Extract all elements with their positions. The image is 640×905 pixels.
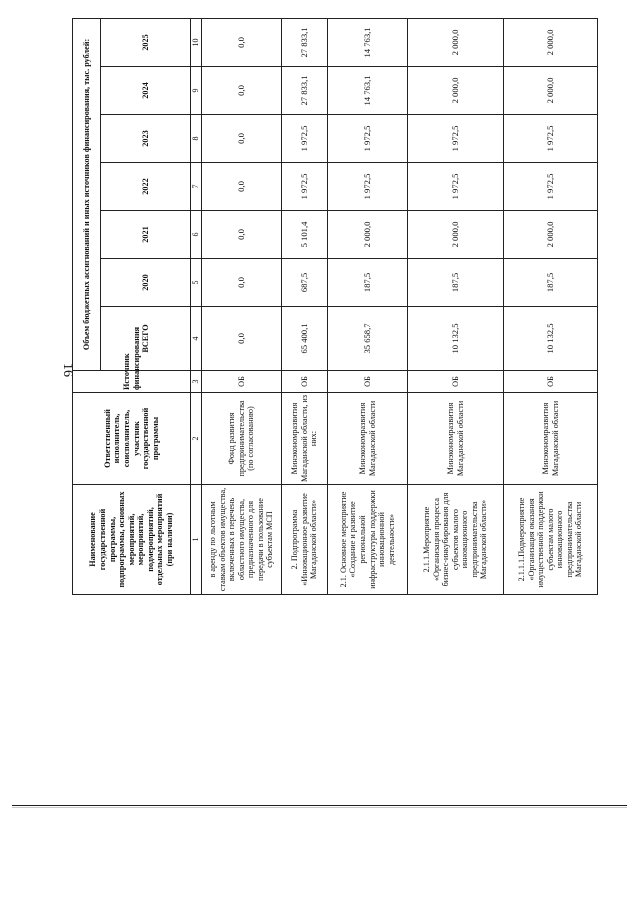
value-2021: 2 000,0: [504, 211, 598, 259]
row-executor: Минэкономразвития Магаданской области: [328, 393, 408, 485]
value-2020: 0,0: [202, 259, 282, 307]
value-2025: 27 833,1: [282, 18, 328, 66]
page-bottom-rule: [12, 805, 627, 806]
row-source: ОБ: [202, 371, 282, 393]
table-row: [282, 18, 328, 594]
value-2023: 1 972,5: [504, 115, 598, 163]
row-name: 2.1. Основное мероприятие «Создание и развитие региональной инфраструктуры поддержки инновационной деятельности»: [328, 485, 408, 595]
index-row: [191, 18, 202, 594]
value-2022: 1 972,5: [408, 163, 504, 211]
value-2022: 1 972,5: [328, 163, 408, 211]
page-number: 16: [60, 363, 75, 377]
row-executor: Минэкономразвития Магаданской области: [408, 393, 504, 485]
table-row: [504, 18, 598, 594]
page-bottom-rule-shadow: [12, 807, 627, 808]
index-cell: 1: [191, 485, 202, 595]
value-2020: 187,5: [408, 259, 504, 307]
value-2022: 1 972,5: [282, 163, 328, 211]
header-name: Наименование государственной программы, подпрограммы, основных мероприятий, мероприятий, подмероприятий, отдельных мероприятий (при наличии): [73, 485, 191, 595]
row-executor: Минэкономразвития Магаданской области, из них:: [282, 393, 328, 485]
index-cell: 8: [191, 115, 202, 163]
value-2024: 2 000,0: [408, 67, 504, 115]
value-2022: 0,0: [202, 163, 282, 211]
header-year-2021: 2021: [101, 211, 191, 259]
value-total: 0,0: [202, 307, 282, 371]
row-name: 2.1.1.1.Подмероприятие «Организация оказания имущественной поддержки субъектам малого инновационного предпринимательства Магаданской области: [504, 485, 598, 595]
header-year-2022: 2022: [101, 163, 191, 211]
row-source: ОБ: [504, 371, 598, 393]
row-source: ОБ: [408, 371, 504, 393]
value-2021: 2 000,0: [328, 211, 408, 259]
value-total: 35 658,7: [328, 307, 408, 371]
header-volume: Объем бюджетных ассигнований и иных источников финансирования, тыс. рублей:: [73, 18, 101, 370]
header-year-2024: 2024: [101, 67, 191, 115]
index-cell: 5: [191, 259, 202, 307]
index-cell: 4: [191, 307, 202, 371]
value-total: 10 132,5: [504, 307, 598, 371]
value-2024: 14 763,1: [328, 67, 408, 115]
row-name: 2.1.1.Мероприятие «Организация процесса бизнес-инкубирования для субъектов малого инновационного предпринимательства Магаданской области»: [408, 485, 504, 595]
value-2025: 0,0: [202, 18, 282, 66]
value-2021: 2 000,0: [408, 211, 504, 259]
row-source: ОБ: [282, 371, 328, 393]
table-row: [328, 18, 408, 594]
index-cell: 10: [191, 18, 202, 66]
value-2025: 2 000,0: [504, 18, 598, 66]
row-executor: Фонд развития предпринимательства (по согласованию): [202, 393, 282, 485]
table-row: [202, 18, 282, 594]
value-2022: 1 972,5: [504, 163, 598, 211]
header-source: Источник финансирования: [73, 371, 191, 393]
value-2025: 2 000,0: [408, 18, 504, 66]
index-cell: 7: [191, 163, 202, 211]
value-2020: 187,5: [504, 259, 598, 307]
value-2020: 187,5: [328, 259, 408, 307]
value-2020: 687,5: [282, 259, 328, 307]
value-2023: 0,0: [202, 115, 282, 163]
value-2025: 14 763,1: [328, 18, 408, 66]
financing-table: [72, 18, 598, 595]
row-name: 2. Подпрограмма «Инновационное развитие Магаданской области»: [282, 485, 328, 595]
header-year-2020: 2020: [101, 259, 191, 307]
header-year-2025: 2025: [101, 18, 191, 66]
header-executor: Ответственный исполнитель, соисполнитель, участник государственной программы: [73, 393, 191, 485]
row-source: ОБ: [328, 371, 408, 393]
value-2023: 1 972,5: [328, 115, 408, 163]
value-total: 65 400,1: [282, 307, 328, 371]
value-2021: 5 101,4: [282, 211, 328, 259]
value-2024: 27 833,1: [282, 67, 328, 115]
value-2023: 1 972,5: [408, 115, 504, 163]
value-2023: 1 972,5: [282, 115, 328, 163]
index-cell: 6: [191, 211, 202, 259]
header-year-total: ВСЕГО: [101, 307, 191, 371]
value-2024: 2 000,0: [504, 67, 598, 115]
index-cell: 9: [191, 67, 202, 115]
table-row: [408, 18, 504, 594]
financing-table-rotated: [72, 27, 598, 595]
value-total: 10 132,5: [408, 307, 504, 371]
value-2024: 0,0: [202, 67, 282, 115]
header-year-2023: 2023: [101, 115, 191, 163]
row-name: в аренду по льготным ставкам объектов имущества, включенных в перечень областного имущества, предназначенного для передачи в пользование субъектам МСП: [202, 485, 282, 595]
index-cell: 2: [191, 393, 202, 485]
row-executor: Минэкономразвития Магаданской области: [504, 393, 598, 485]
index-cell: 3: [191, 371, 202, 393]
value-2021: 0,0: [202, 211, 282, 259]
